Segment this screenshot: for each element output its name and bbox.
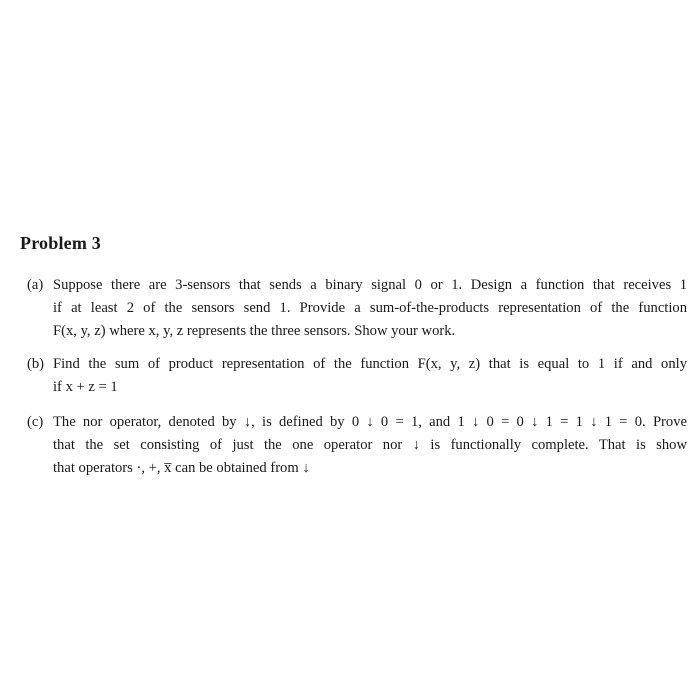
part-c <box>27 411 687 480</box>
part-c-line-3: that operators ·, +, x̅ can be obtained from ↓ <box>53 460 310 476</box>
part-c-line-2: that the set consisting of just the one operator nor ↓ is functionally complete. That is show <box>53 437 687 453</box>
part-a <box>27 274 687 343</box>
part-b-line-1: Find the sum of product representation of the function F(x, y, z) that is equal to 1 if and only <box>53 356 687 372</box>
part-a-line-1: Suppose there are 3-sensors that sends a binary signal 0 or 1. Design a function that receives 1 <box>53 277 687 293</box>
part-a-line-2: if at least 2 of the sensors send 1. Provide a sum-of-the-products representation of the function <box>53 300 687 316</box>
part-b-line-2: if x + z = 1 <box>53 379 118 395</box>
problem-title: Problem 3 <box>20 233 101 253</box>
part-b-marker: (b) <box>27 356 45 372</box>
part-a-marker: (a) <box>27 277 44 293</box>
part-c-line-1: The nor operator, denoted by ↓, is defined by 0 ↓ 0 = 1, and 1 ↓ 0 = 0 ↓ 1 = 1 ↓ 1 = 0. Prove <box>53 414 687 430</box>
part-b <box>27 353 687 399</box>
part-c-marker: (c) <box>27 414 44 430</box>
part-a-line-3: F(x, y, z) where x, y, z represents the three sensors. Show your work. <box>53 323 456 339</box>
